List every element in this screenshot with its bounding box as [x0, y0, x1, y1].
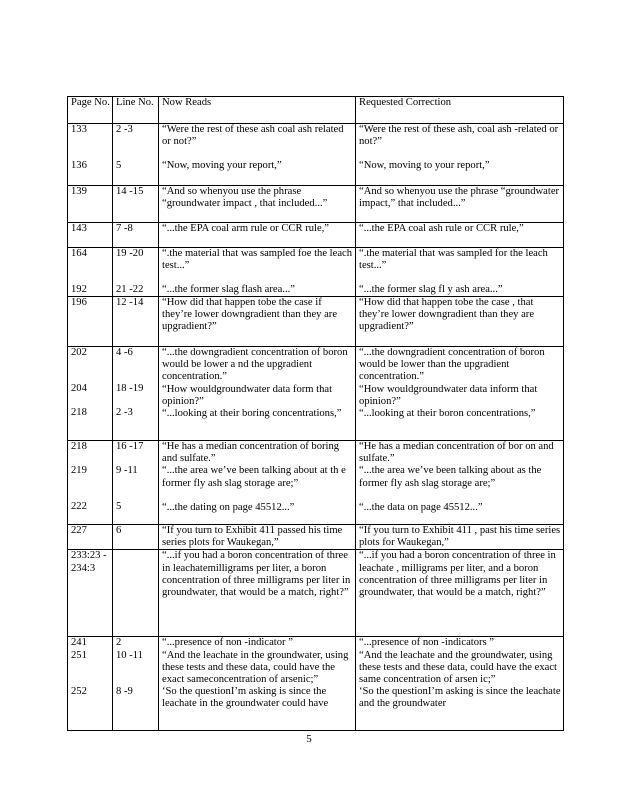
requested-entry: “How did that happen tobe the case , that they’re lower downgradient than they are upgradient?”: [359, 297, 535, 333]
line-entry: 18 -19: [116, 383, 144, 395]
page-entry: 196: [71, 297, 87, 309]
line-entry: 2 -3: [116, 124, 133, 135]
requested-entry: “...the EPA coal ash rule or CCR rule,”: [359, 223, 524, 234]
page-cell: [68, 441, 113, 525]
table-row: [68, 441, 564, 525]
header-page: Page No.: [68, 97, 113, 124]
now-reads-cell: [159, 550, 356, 637]
now-reads-cell: [159, 186, 356, 223]
now-entry: “He has a median concentration of boring and sulfate.”: [162, 441, 340, 465]
line-cell: [113, 550, 159, 637]
now-reads-cell: [159, 525, 356, 550]
errata-table: [67, 96, 564, 731]
line-entry: 5: [116, 160, 122, 172]
table-row: [68, 525, 564, 550]
requested-entry: “...the area we’ve been talking about as the former fly ash slag storage are;”: [359, 465, 542, 489]
table-row: [68, 124, 564, 186]
requested-correction-cell: [356, 124, 564, 186]
table-row: [68, 223, 564, 248]
now-entry: “...the former slag flash area...”: [162, 284, 295, 296]
line-entry: 12 -14: [116, 297, 144, 309]
requested-correction-cell: [356, 248, 564, 297]
page-entry: 164: [71, 248, 87, 259]
page-entry: 204: [71, 383, 87, 395]
page-entry: 241: [71, 637, 87, 649]
page-entry: 139: [71, 186, 87, 197]
now-reads-cell: [159, 223, 356, 248]
requested-entry: “He has a median concentration of bor on and sulfate.”: [359, 441, 554, 465]
table-row: [68, 637, 564, 731]
now-entry: “.the material that was sampled foe the leach test...”: [162, 248, 353, 272]
now-entry: “Were the rest of these ash coal ash related or not?”: [162, 124, 344, 148]
now-entry: “...the downgradient concentration of boron would be lower a nd the upgradient concentration.”: [162, 347, 348, 383]
requested-correction-cell: [356, 347, 564, 441]
table-row: [68, 550, 564, 637]
header-requested-correction: Requested Correction: [356, 97, 564, 124]
now-entry: “...presence of non -indicator ”: [162, 637, 293, 649]
now-reads-cell: [159, 248, 356, 297]
requested-entry: “...if you had a boron concentration of three in leachate , milligrams per liter, and a boron concentration of three milligrams per liter in groundwater, that would be a match, right?”: [359, 550, 556, 598]
now-entry: “Now, moving your report,”: [162, 160, 282, 172]
page-entry: 222: [71, 501, 87, 513]
now-reads-cell: [159, 124, 356, 186]
requested-entry: “...the downgradient concentration of boron would be lower than the upgradient concentration.”: [359, 347, 545, 383]
page-cell: [68, 297, 113, 347]
line-entry: 9 -11: [116, 465, 138, 477]
page-entry: 143: [71, 223, 87, 234]
table-row: [68, 248, 564, 297]
page-number: 5: [306, 733, 312, 745]
line-cell: [113, 223, 159, 248]
line-entry: 4 -6: [116, 347, 133, 359]
page-cell: [68, 186, 113, 223]
header-now-reads: Now Reads: [159, 97, 356, 124]
page-entry: 252: [71, 685, 87, 697]
page-cell: [68, 124, 113, 186]
page-cell: [68, 550, 113, 637]
page-entry: 251: [71, 649, 87, 661]
line-entry: 14 -15: [116, 186, 144, 197]
requested-correction-cell: [356, 550, 564, 637]
now-entry: ‘So the questionI’m asking is since the leachate in the groundwater could have: [162, 685, 329, 709]
page-entry: 136: [71, 160, 87, 172]
now-entry: “...the area we’ve been talking about at th e former fly ash slag storage are;”: [162, 465, 346, 489]
now-reads-cell: [159, 441, 356, 525]
now-entry: “And the leachate in the groundwater, using these tests and these data, could have the exact sameconcentration of arsenic;”: [162, 649, 349, 685]
requested-entry: “And so whenyou use the phrase “groundwater impact,” that included...”: [359, 186, 560, 210]
requested-correction-cell: [356, 223, 564, 248]
page-entry: 218: [71, 441, 87, 453]
line-entry: 7 -8: [116, 223, 133, 234]
page-entry: 219: [71, 465, 87, 477]
requested-entry: “.the material that was sampled for the leach test...”: [359, 248, 548, 272]
line-entry: 5: [116, 501, 122, 513]
requested-entry: “Now, moving to your report,”: [359, 160, 490, 172]
requested-entry: “If you turn to Exhibit 411 , past his time series plots for Waukegan,”: [359, 525, 561, 549]
requested-entry: “...the former slag fl y ash area...”: [359, 284, 503, 296]
line-cell: [113, 186, 159, 223]
page-entry: 233:23 - 234:3: [71, 550, 107, 574]
page-entry: 202: [71, 347, 87, 359]
requested-correction-cell: [356, 186, 564, 223]
requested-entry: “Were the rest of these ash, coal ash -related or not?”: [359, 124, 559, 148]
line-entry: 19 -20: [116, 248, 144, 259]
requested-entry: “And the leachate and the groundwater, using these tests and these data, could have the exact same concentration of arsen ic;”: [359, 649, 557, 685]
line-cell: [113, 441, 159, 525]
now-entry: “...the EPA coal arm rule or CCR rule,”: [162, 223, 330, 234]
line-entry: 10 -11: [116, 649, 143, 661]
page-entry: 133: [71, 124, 87, 135]
table-row: [68, 186, 564, 223]
now-entry: “...looking at their boring concentrations,”: [162, 407, 342, 419]
table-row: [68, 347, 564, 441]
now-reads-cell: [159, 297, 356, 347]
requested-entry: “...presence of non -indicators ”: [359, 637, 495, 649]
header-row: [68, 97, 564, 124]
line-cell: [113, 297, 159, 347]
line-entry: 21 -22: [116, 284, 144, 296]
now-entry: “...if you had a boron concentration of three in leachatemilligrams per liter, a boron concentration of three milligrams per liter in groundwater, that would be a match, right?”: [162, 550, 351, 598]
now-reads-cell: [159, 637, 356, 731]
line-entry: 6: [116, 525, 122, 537]
page-cell: [68, 637, 113, 731]
requested-correction-cell: [356, 637, 564, 731]
line-entry: 8 -9: [116, 685, 133, 697]
requested-correction-cell: [356, 525, 564, 550]
now-entry: “And so whenyou use the phrase “groundwater impact , that included...”: [162, 186, 328, 210]
line-entry: 2: [116, 637, 122, 649]
page-cell: [68, 347, 113, 441]
line-entry: 2 -3: [116, 407, 133, 419]
page-entry: 218: [71, 407, 87, 419]
page-entry: 227: [71, 525, 87, 537]
table-row: [68, 297, 564, 347]
now-entry: “...the dating on page 45512...”: [162, 501, 295, 513]
header-line: Line No.: [113, 97, 159, 124]
now-entry: “How did that happen tobe the case if they’re lower downgradient than they are upgradient?”: [162, 297, 338, 333]
page-cell: [68, 223, 113, 248]
now-entry: “How wouldgroundwater data form that opinion?”: [162, 383, 333, 407]
line-cell: [113, 347, 159, 441]
requested-entry: ‘So the questionI’m asking is since the leachate and the groundwater: [359, 685, 561, 709]
line-cell: [113, 637, 159, 731]
requested-correction-cell: [356, 441, 564, 525]
line-cell: [113, 525, 159, 550]
now-entry: “If you turn to Exhibit 411 passed his time series plots for Waukegan,”: [162, 525, 343, 549]
requested-entry: “How wouldgroundwater data inform that opinion?”: [359, 383, 538, 407]
now-reads-cell: [159, 347, 356, 441]
requested-entry: “...the data on page 45512...”: [359, 501, 483, 513]
page-cell: [68, 248, 113, 297]
line-entry: 16 -17: [116, 441, 144, 453]
line-cell: [113, 248, 159, 297]
line-cell: [113, 124, 159, 186]
requested-correction-cell: [356, 297, 564, 347]
page-entry: 192: [71, 284, 87, 296]
requested-entry: “...looking at their boron concentrations,”: [359, 407, 536, 419]
page-cell: [68, 525, 113, 550]
